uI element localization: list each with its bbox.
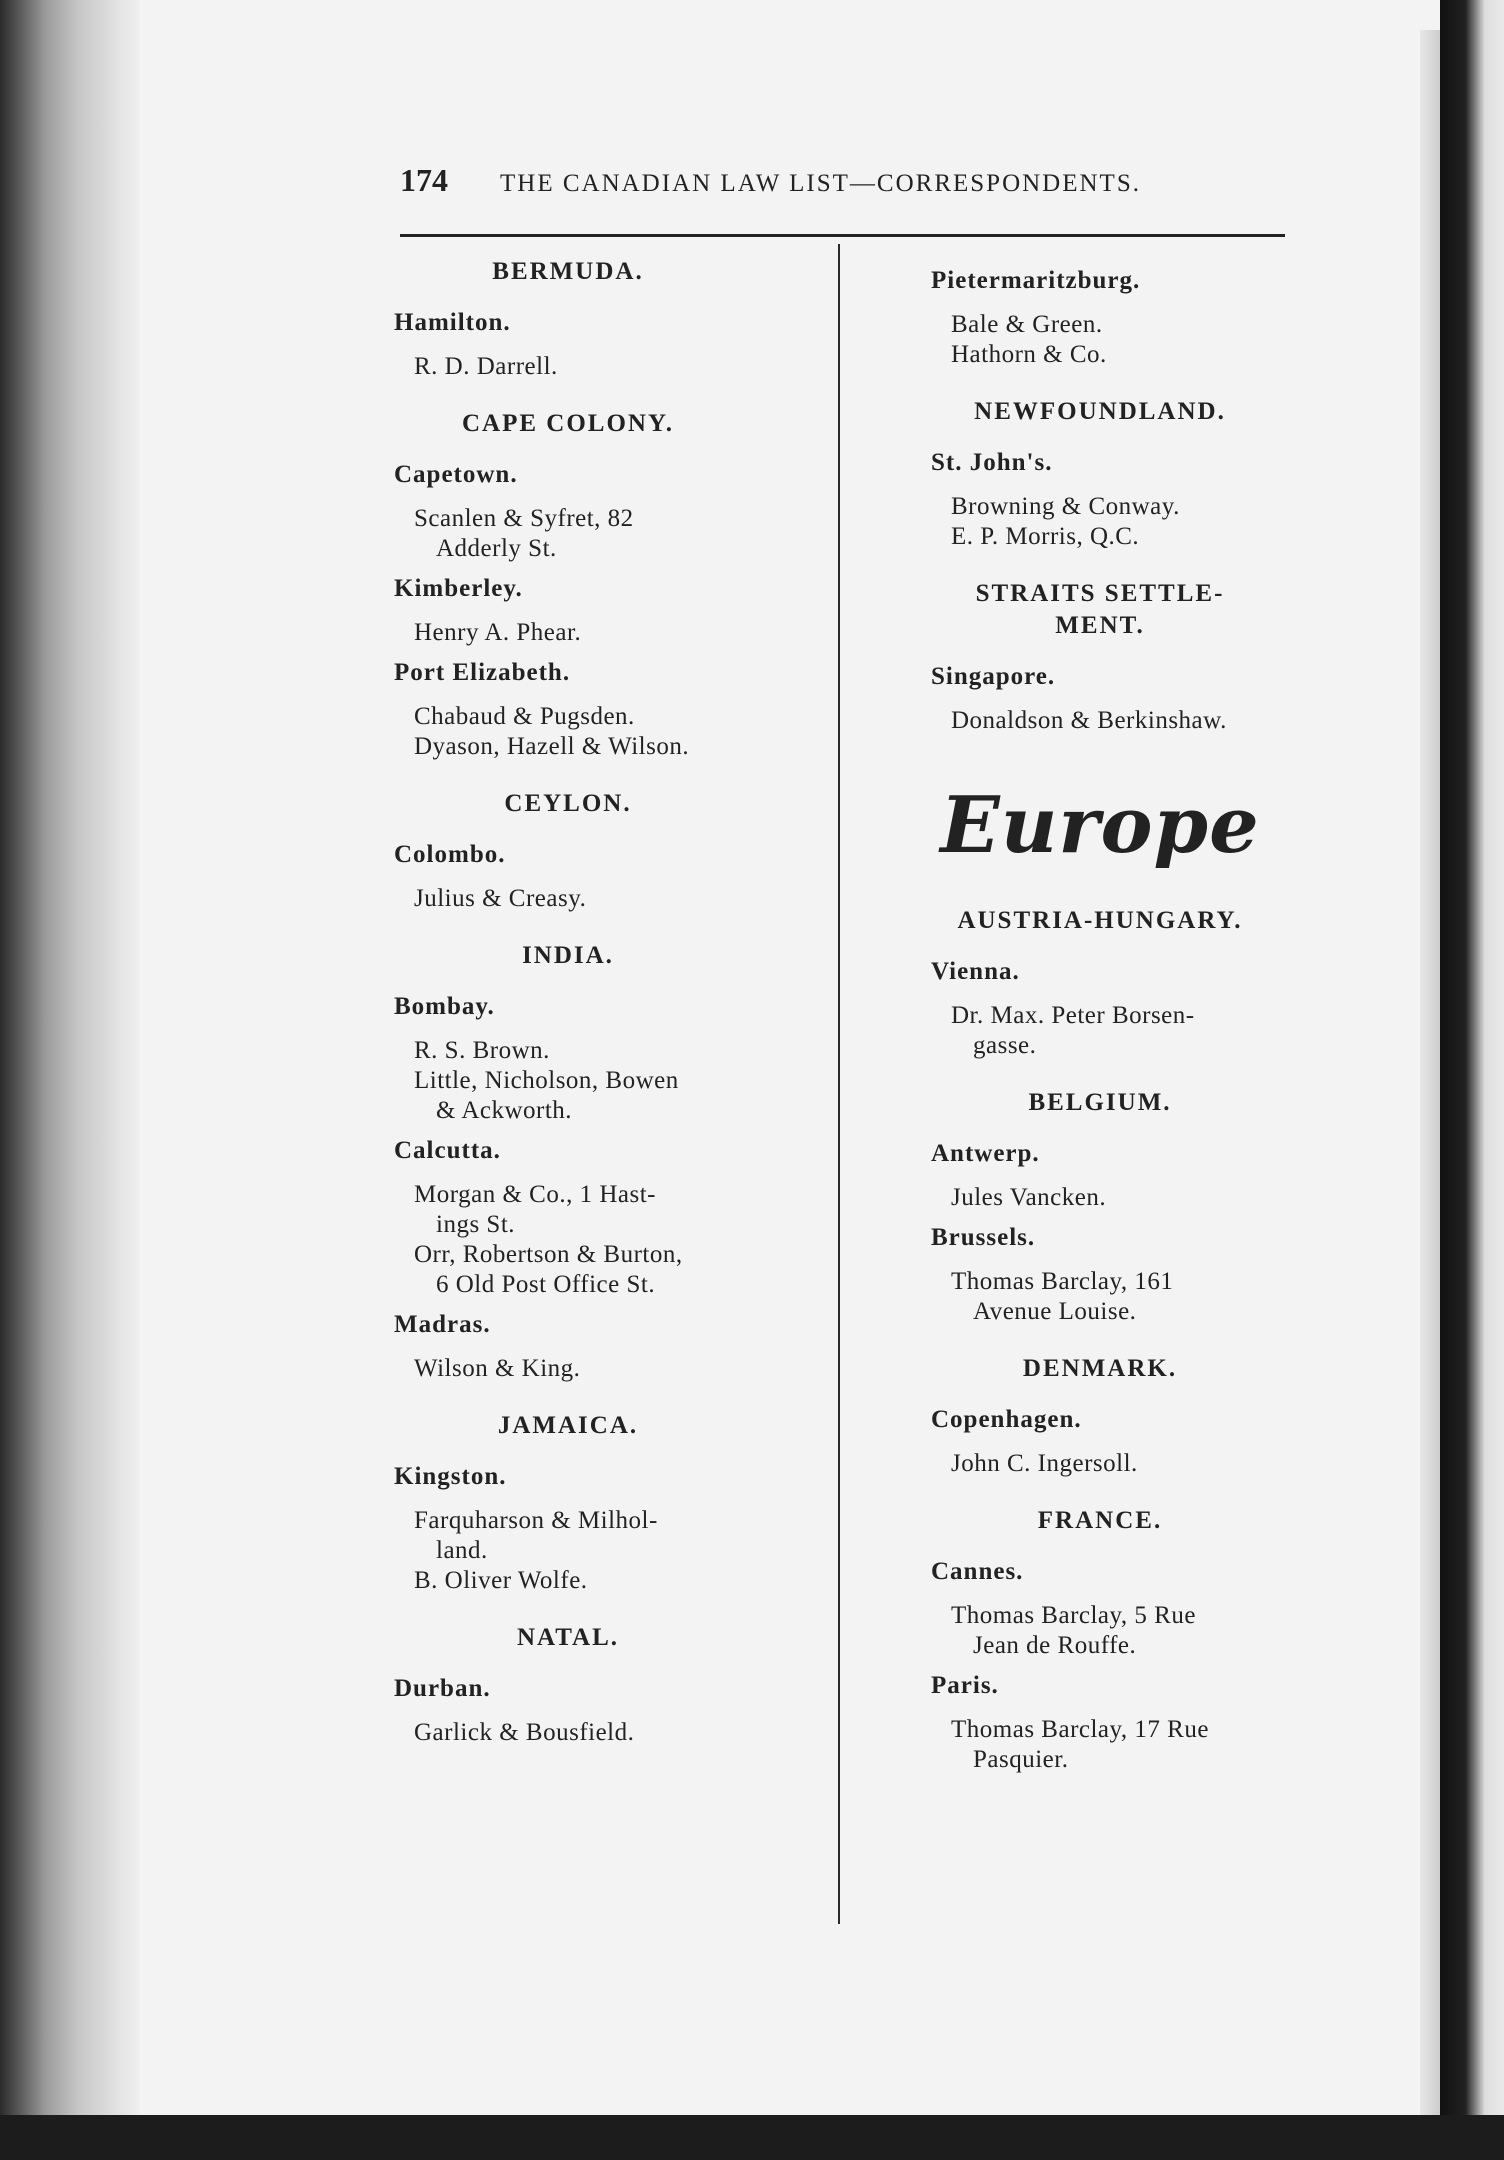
entry	[951, 1631, 1285, 1661]
city-heading: Paris.	[931, 1672, 999, 1699]
entry	[951, 1031, 1285, 1061]
page-title: THE CANADIAN LAW LIST—CORRESPONDENTS.	[500, 170, 1141, 197]
entry-continuation: Jean de Rouffe.	[973, 1632, 1137, 1659]
entry-list	[378, 1718, 758, 1748]
city-heading: Hamilton.	[394, 309, 511, 336]
city-heading: Kingston.	[394, 1463, 507, 1490]
country-heading: AUSTRIA-HUNGARY.	[957, 907, 1243, 934]
country-heading: CEYLON.	[504, 790, 632, 817]
entry: Donaldson & Berkinshaw.	[951, 707, 1227, 734]
page-stack-edge-left	[0, 0, 140, 2160]
entry-list	[378, 504, 758, 564]
city-heading: Pietermaritzburg.	[931, 267, 1141, 294]
entry-continuation: & Ackworth.	[436, 1097, 573, 1124]
city-heading: Brussels.	[931, 1224, 1036, 1251]
entry-list	[915, 1449, 1285, 1479]
scan-border-right	[1440, 0, 1504, 2160]
entry: Hathorn & Co.	[951, 341, 1107, 368]
entry-text: Scanlen & Syfret, 82	[414, 505, 634, 532]
entry-continuation: Pasquier.	[973, 1746, 1069, 1773]
entry-list	[378, 618, 758, 648]
entry: John C. Ingersoll.	[951, 1450, 1138, 1477]
entry-continuation: ings St.	[436, 1211, 516, 1238]
entry-list	[378, 1506, 758, 1596]
entry-continuation: 6 Old Post Office St.	[436, 1271, 656, 1298]
entry	[414, 1096, 758, 1126]
city-heading: Cannes.	[931, 1558, 1024, 1585]
city-heading: Durban.	[394, 1675, 491, 1702]
entry: Browning & Conway.	[951, 493, 1180, 520]
city-heading: Port Elizabeth.	[394, 659, 571, 686]
city-heading: Bombay.	[394, 993, 495, 1020]
entry-list	[915, 1601, 1285, 1661]
left-column	[378, 252, 758, 1758]
city-heading: St. John's.	[931, 449, 1053, 476]
city-heading: Madras.	[394, 1311, 491, 1338]
entry: B. Oliver Wolfe.	[414, 1567, 588, 1594]
country-heading: DENMARK.	[1022, 1355, 1178, 1382]
entry-list	[915, 1715, 1285, 1775]
entry-continuation: land.	[436, 1537, 488, 1564]
entry: Chabaud & Pugsden.	[414, 703, 635, 730]
city-heading: Kimberley.	[394, 575, 523, 602]
entry	[414, 534, 758, 564]
country-heading: NATAL.	[516, 1624, 620, 1651]
entry	[951, 1297, 1285, 1327]
entry-list	[378, 884, 758, 914]
city-heading: Copenhagen.	[931, 1406, 1082, 1433]
country-heading: FRANCE.	[1037, 1507, 1163, 1534]
city-heading: Calcutta.	[394, 1137, 501, 1164]
entry: E. P. Morris, Q.C.	[951, 523, 1140, 550]
city-heading: Colombo.	[394, 841, 506, 868]
entry-continuation: gasse.	[973, 1032, 1037, 1059]
entry-list	[915, 310, 1285, 370]
entry-continuation: Adderly St.	[436, 535, 557, 562]
city-heading: Antwerp.	[931, 1140, 1040, 1167]
country-heading: JAMAICA.	[497, 1412, 639, 1439]
entry-continuation: Avenue Louise.	[973, 1298, 1137, 1325]
entry: Little, Nicholson, Bowen	[414, 1067, 679, 1094]
entry: Henry A. Phear.	[414, 619, 582, 646]
scan-border-bottom	[0, 2115, 1504, 2160]
entry: Morgan & Co., 1 Hast-	[414, 1181, 656, 1208]
entry: Farquharson & Milhol-	[414, 1507, 658, 1534]
entry: Thomas Barclay, 17 Rue	[951, 1716, 1209, 1743]
entry-list	[915, 706, 1285, 736]
entry	[414, 1270, 758, 1300]
city-heading: Capetown.	[394, 461, 518, 488]
entry: R. S. Brown.	[414, 1037, 550, 1064]
right-column	[915, 252, 1285, 1785]
entry-list	[378, 1354, 758, 1384]
entry: Wilson & King.	[414, 1355, 581, 1382]
country-heading: CAPE COLONY.	[462, 410, 674, 437]
entry: Thomas Barclay, 5 Rue	[951, 1602, 1196, 1629]
entry: Orr, Robertson & Burton,	[414, 1241, 683, 1268]
entry-list	[378, 352, 758, 382]
entry-list	[378, 1036, 758, 1126]
entry: R. D. Darrell.	[414, 353, 558, 380]
entry: Bale & Green.	[951, 311, 1103, 338]
city-heading: Singapore.	[931, 663, 1056, 690]
entry: Dyason, Hazell & Wilson.	[414, 733, 690, 760]
entry	[414, 1210, 758, 1240]
section-heading: Europe	[940, 780, 1260, 871]
entry-list	[915, 1001, 1285, 1061]
entry: Julius & Creasy.	[414, 885, 587, 912]
entry-list	[915, 492, 1285, 552]
entry-list	[915, 1183, 1285, 1213]
entry: Thomas Barclay, 161	[951, 1268, 1174, 1295]
country-heading: BELGIUM.	[1028, 1089, 1172, 1116]
country-heading: STRAITS SETTLE-MENT.	[975, 580, 1225, 639]
country-heading: NEWFOUNDLAND.	[974, 398, 1226, 425]
entry: Dr. Max. Peter Borsen-	[951, 1002, 1195, 1029]
country-heading: INDIA.	[522, 942, 614, 969]
entry-list	[378, 702, 758, 762]
page-number: 174	[400, 162, 448, 198]
entry	[951, 1745, 1285, 1775]
entry-list	[915, 1267, 1285, 1327]
entry	[414, 1536, 758, 1566]
country-heading: BERMUDA.	[492, 258, 644, 285]
entry: Garlick & Bousfield.	[414, 1719, 635, 1746]
column-divider	[838, 244, 840, 1924]
entry: Jules Vancken.	[951, 1184, 1107, 1211]
entry-list	[378, 1180, 758, 1300]
city-heading: Vienna.	[931, 958, 1020, 985]
entry	[414, 504, 758, 534]
header-rule	[400, 234, 1285, 237]
